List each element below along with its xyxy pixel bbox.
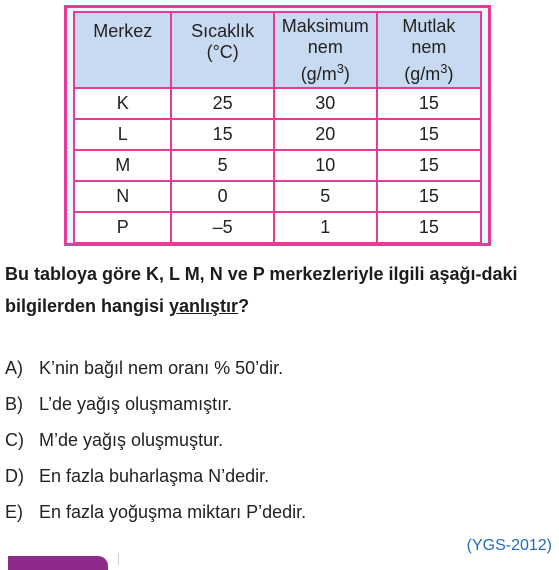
option-letter: D) [5,466,24,486]
header-maks-line2: nem [307,36,343,57]
unit-exponent: 3 [440,60,448,76]
cell-merkez: M [74,150,171,181]
header-maks-unit [300,60,350,84]
option-text: En fazla yoğuşma miktarı P’dedir. [39,502,307,522]
cell-sicaklik: 25 [171,88,273,119]
cell-maksimum: 30 [274,88,377,119]
option-letter: E) [5,502,23,522]
option-d[interactable] [5,463,306,499]
header-maks-line1: Maksimum [281,15,369,36]
bottom-tab-decoration [8,556,108,570]
option-text: K’nin bağıl nem oranı % 50’dir. [39,358,284,378]
cell-mutlak: 15 [377,150,481,181]
header-merkez-label: Merkez [93,21,153,41]
cell-sicaklik: 15 [171,119,273,150]
header-merkez [74,12,171,88]
cell-mutlak: 15 [377,119,481,150]
bottom-divider [118,553,119,565]
table-row [74,119,481,150]
cell-merkez: N [74,181,171,212]
header-sicaklik-line1: Sıcaklık [191,21,255,41]
table-row [74,181,481,212]
unit-close: ) [447,63,454,84]
cell-sicaklik: –5 [171,212,273,243]
table-row [74,150,481,181]
unit-exponent: 3 [336,60,344,76]
option-text: L’de yağış oluşmamıştır. [39,394,233,414]
cell-mutlak: 15 [377,212,481,243]
header-maksimum-nem [274,12,377,88]
cell-maksimum: 1 [274,212,377,243]
data-table [73,11,482,244]
cell-merkez: L [74,119,171,150]
option-a[interactable] [5,355,306,391]
header-mutlak-nem [377,12,481,88]
header-mutlak-unit [404,60,454,84]
cell-mutlak: 15 [377,181,481,212]
option-b[interactable] [5,391,306,427]
question-text: Bu tabloya göre K, L M, N ve P merkezleriyle ilgili aşağı-daki bilgilerden hangisi [5,264,518,316]
header-sicaklik-line2: (°C) [206,42,239,62]
option-text: M’de yağış oluşmuştur. [39,430,224,450]
question-underlined-word: yanlıştır [169,296,239,316]
question-mark: ? [238,296,250,316]
header-mutlak-line1: Mutlak [402,15,456,36]
header-mutlak-line2: nem [411,36,447,57]
unit-open: (g/m [404,63,441,84]
table-row [74,88,481,119]
option-letter: A) [5,358,23,378]
question-stem [5,258,553,322]
cell-merkez: P [74,212,171,243]
cell-sicaklik: 0 [171,181,273,212]
cell-merkez: K [74,88,171,119]
header-sicaklik [171,12,273,88]
cell-maksimum: 10 [274,150,377,181]
cell-sicaklik: 5 [171,150,273,181]
option-c[interactable] [5,427,306,463]
option-text: En fazla buharlaşma N’dedir. [39,466,270,486]
table-header-row [74,12,481,88]
option-letter: B) [5,394,23,414]
option-e[interactable] [5,499,306,535]
table-row [74,212,481,243]
answer-options [5,355,306,535]
cell-maksimum: 20 [274,119,377,150]
source-label: (YGS-2012) [466,537,552,554]
cell-mutlak: 15 [377,88,481,119]
option-letter: C) [5,430,24,450]
unit-open: (g/m [300,63,337,84]
data-table-frame [64,5,491,246]
cell-maksimum: 5 [274,181,377,212]
unit-close: ) [343,63,350,84]
